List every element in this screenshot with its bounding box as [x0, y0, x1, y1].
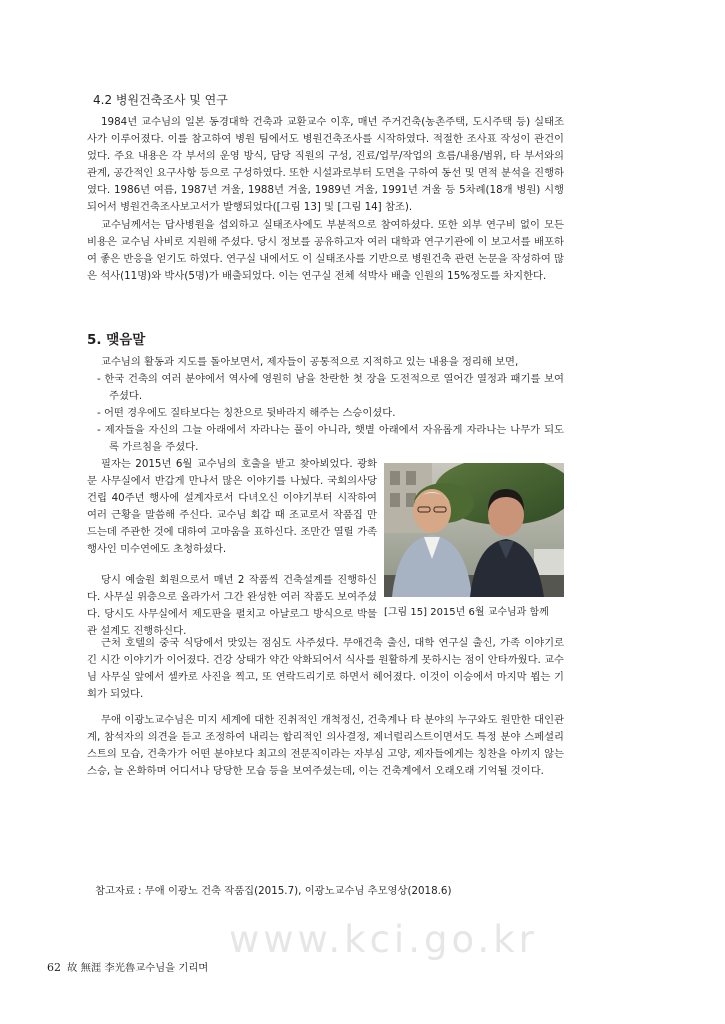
page-number: 62 — [47, 961, 61, 974]
kci-watermark: www.kci.go.kr — [229, 918, 538, 961]
paragraph-tribute: 무애 이광노교수님은 미지 세계에 대한 진취적인 개척정신, 건축계나 타 분야의 누구와도 원만한 대인관계, 참석자의 의견을 듣고 조정하여 내리는 합리적인 의사결정, 제너럴리스트이면서도 특정 분야 스페셜리스트의 모습, 건축가가 어떤 분야보다 최고의 전문직이라는 자부심 고양, 제자들에게는 칭찬을 아끼지 않는 스승, 늘 온화하며 어디서나 당당한 모습 등을 보여주셨는데, 이는 건축계에서 오래오래 기억될 것이다. — [87, 714, 564, 778]
figure-15-photo — [384, 463, 564, 597]
conclusion-bullet-list — [87, 371, 564, 456]
figure-15-caption: [그림 15] 2015년 6월 교수님과 함께 — [384, 607, 549, 618]
paragraph-conclusion-intro: 교수님의 활동과 지도를 돌아보면서, 제자들이 공통적으로 지적하고 있는 내용을 정리해 보면, — [101, 356, 519, 368]
paragraph-survey-support: 교수님께서는 답사병원을 섭외하고 실태조사에도 부분적으로 참여하셨다. 또한 외부 연구비 없이 모든 비용은 교수님 사비로 지원해 주셨다. 당시 정보를 공유하고자 여러 대학과 연구기관에 이 보고서를 배포하여 좋은 반응을 얻기도 하였다. 연구실 내에서도 이 실태조사를 기반으로 병원건축 관련 논문을 작성하여 많은 석사(11명)와 박사(5명)가 배출되었다. 이는 연구실 전체 석박사 배출 인원의 15%정도를 차지한다. — [87, 219, 564, 283]
bullet-item: - 어떤 경우에도 질타보다는 칭찬으로 뒷바라지 해주는 스승이셨다. — [97, 407, 396, 420]
bullet-item: - 한국 건축의 여러 분야에서 역사에 영원히 남을 찬란한 첫 장을 도전적으로 열어간 열정과 패기를 보여주셨다. — [97, 373, 564, 403]
running-title: 故 無涯 李光魯교수님을 기리며 — [67, 962, 209, 974]
section-heading-4-2: 4.2 병원건축조사 및 연구 — [93, 93, 228, 107]
paragraph-last-meeting: 근처 호텔의 중국 식당에서 맛있는 점심도 사주셨다. 무애건축 출신, 대학 연구실 출신, 가족 이야기로 긴 시간 이야기가 이어졌다. 건강 상태가 약간 악화되어서 식사를 원활하게 못하시는 점이 안타까웠다. 교수님 사무실 앞에서 셀카로 사진을 찍고, 또 연락드리기로 하면서 헤어졌다. 이것이 이승에서 마지막 뵙는 기회가 되었다. — [87, 637, 564, 701]
paragraph-design-work: 당시 예술원 회원으로서 매년 2 작품씩 건축설계를 진행하신다. 사무실 위층으로 올라가서 그간 완성한 여러 작품도 보여주셨다. 당시도 사무실에서 제도판을 펼치고 아날로그 방식으로 박물관 설계도 진행하신다. — [87, 574, 377, 638]
page-footer — [47, 959, 208, 974]
paragraph-survey-history: 1984년 교수님의 일본 동경대학 건축과 교환교수 이후, 매년 주거건축(농촌주택, 도시주택 등) 실태조사가 이루어졌다. 이를 참고하여 병원 팀에서도 병원건축조사를 시작하였다. 적절한 조사표 작성이 관건이었다. 주요 내용은 각 부서의 운영 방식, 담당 직원의 구성, 진료/업무/작업의 흐름/내용/범위, 타 부서와의 관계, 공간적인 요구사항 등으로 구성하였다. 또한 시설과로부터 도면을 구하여 동선 및 면적 분석을 진행하였다. 1986년 여름, 1987년 겨울, 1988년 겨울, 1989년 겨울, 1991년 겨울 등 5차례(18개 병원) 시행되어서 병원건축조사보고서가 발행되었다([그림 13] 및 [그림 14] 참조). — [87, 116, 564, 214]
paragraph-meeting-2015: 필자는 2015년 6월 교수님의 호출을 받고 찾아뵈었다. 광화문 사무실에서 반갑게 만나서 많은 이야기를 나눴다. 국회의사당 건립 40주년 행사에 설계자로서 다녀오신 이야기부터 시작하여 여러 근황을 말씀해 주신다. 교수님 회갑 때 조교로서 작품집 만드는데 주관한 것에 대하여 고마움을 표하신다. 조만간 열릴 가족 행사인 미수연에도 초청하셨다. — [87, 458, 377, 556]
references: 참고자료 : 무애 이광노 건축 작품집(2015.7), 이광노교수님 추모영상(2018.6) — [95, 885, 452, 897]
section-heading-5: 5. 맺음말 — [87, 332, 146, 348]
bullet-item: - 제자들을 자신의 그늘 아래에서 자라나는 풀이 아니라, 햇볕 아래에서 자유롭게 자라나는 나무가 되도록 가르침을 주셨다. — [97, 424, 564, 454]
